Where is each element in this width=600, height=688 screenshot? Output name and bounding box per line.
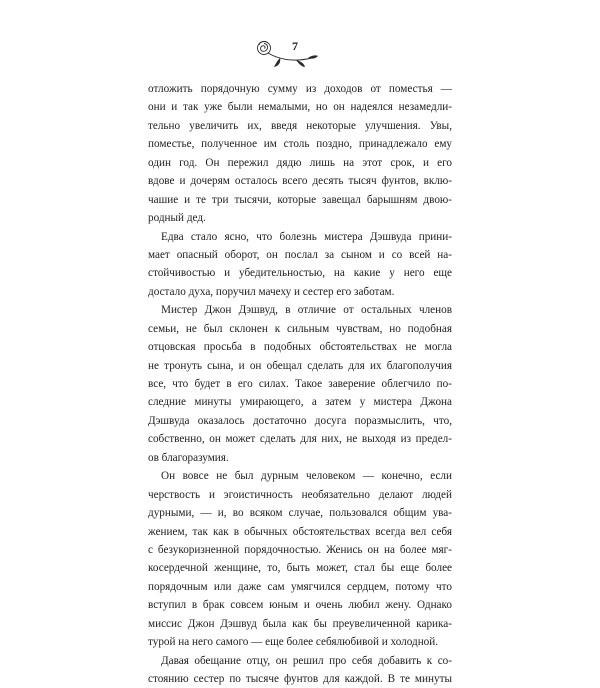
text-line: порядочным или даже сам умягчился сердцем, потому что	[148, 580, 452, 593]
text-line: ов благоразумия.	[148, 451, 229, 464]
paragraph	[148, 80, 452, 228]
paragraph	[148, 467, 452, 651]
text-line: собственно, он может сделать для них, не выходя из предел-	[148, 433, 452, 446]
text-line: мает опасный оборот, он послал за сыном и со всей на-	[148, 248, 452, 261]
text-line: чашие и те три тысячи, которые завещал барышням двою-	[148, 193, 452, 206]
text-line: стойчивостью и убедительностью, на какие у него еще	[148, 267, 452, 280]
paragraph	[148, 652, 452, 688]
paragraph	[148, 228, 452, 302]
text-line: отцовская просьба в подобных обстоятельствах не могла	[148, 341, 452, 354]
text-line: отложить порядочную сумму из доходов от поместья —	[148, 83, 452, 95]
text-line: с безукоризненной порядочностью. Женись он на более мяг-	[148, 543, 452, 556]
text-line: вступил в брак совсем юным и очень любил жену. Однако	[148, 599, 452, 612]
text-line: турой на него самого — еще более себялюбивой и холодной.	[148, 636, 439, 649]
text-line: семьи, не был склонен к сильным чувствам, но подобная	[148, 322, 452, 335]
text-line: все, что будет в его силах. Такое заверение облегчило по-	[148, 378, 452, 390]
rose-ornament-icon	[250, 36, 350, 76]
text-line: следние минуты умирающего, а затем у мистера Джона	[148, 396, 452, 409]
text-line: Мистер Джон Дэшвуд, в отличие от остальных членов	[161, 304, 452, 317]
text-line: родный дед.	[148, 212, 206, 225]
text-line: черствость и эгоистичность необязательно делают людей	[148, 488, 452, 501]
text-line: дурными, — и, во всяком случае, пользовался общим ува-	[148, 507, 452, 520]
text-line: миссис Джон Дэшвуд была как бы преувеличенной карика-	[148, 617, 452, 630]
text-line: Он вовсе не был дурным человеком — конечно, если	[161, 470, 452, 483]
text-line: Едва стало ясно, что болезнь мистера Дэшвуда прини-	[161, 230, 452, 243]
paragraph	[148, 301, 452, 467]
text-line: они и так уже были немалыми, но он надеялся незамедли-	[148, 101, 452, 114]
text-line: косердечной женщине, то, быть может, стал бы еще более	[148, 562, 452, 575]
text-line: стоянию сестер по тысяче фунтов для каждой. В те минуты	[148, 673, 452, 685]
body-text	[148, 80, 452, 688]
text-line: тельно увеличить их, введя некоторые улучшения. Увы,	[148, 119, 452, 132]
text-line: вдове и дочерям осталось всего десять тысяч фунтов, вклю-	[148, 175, 452, 188]
text-line: не тронуть сына, и он обещал сделать для их благополучия	[148, 359, 452, 372]
page-number: 7	[292, 39, 298, 53]
text-line: Дэшвуда оказалось достаточно досуга поразмыслить, что,	[148, 414, 452, 427]
text-line: поместье, полученное им столь поздно, принадлежало ему	[148, 138, 452, 151]
text-line: один год. Он пережил дядю лишь на этот срок, и его	[148, 156, 452, 169]
text-line: жением, так как в обычных обстоятельствах всегда вел себя	[148, 525, 452, 538]
text-line: достало духа, поручил мачеху и сестер его заботам.	[148, 285, 395, 298]
text-line: Давая обещание отцу, он решил про себя добавить к со-	[161, 654, 452, 667]
